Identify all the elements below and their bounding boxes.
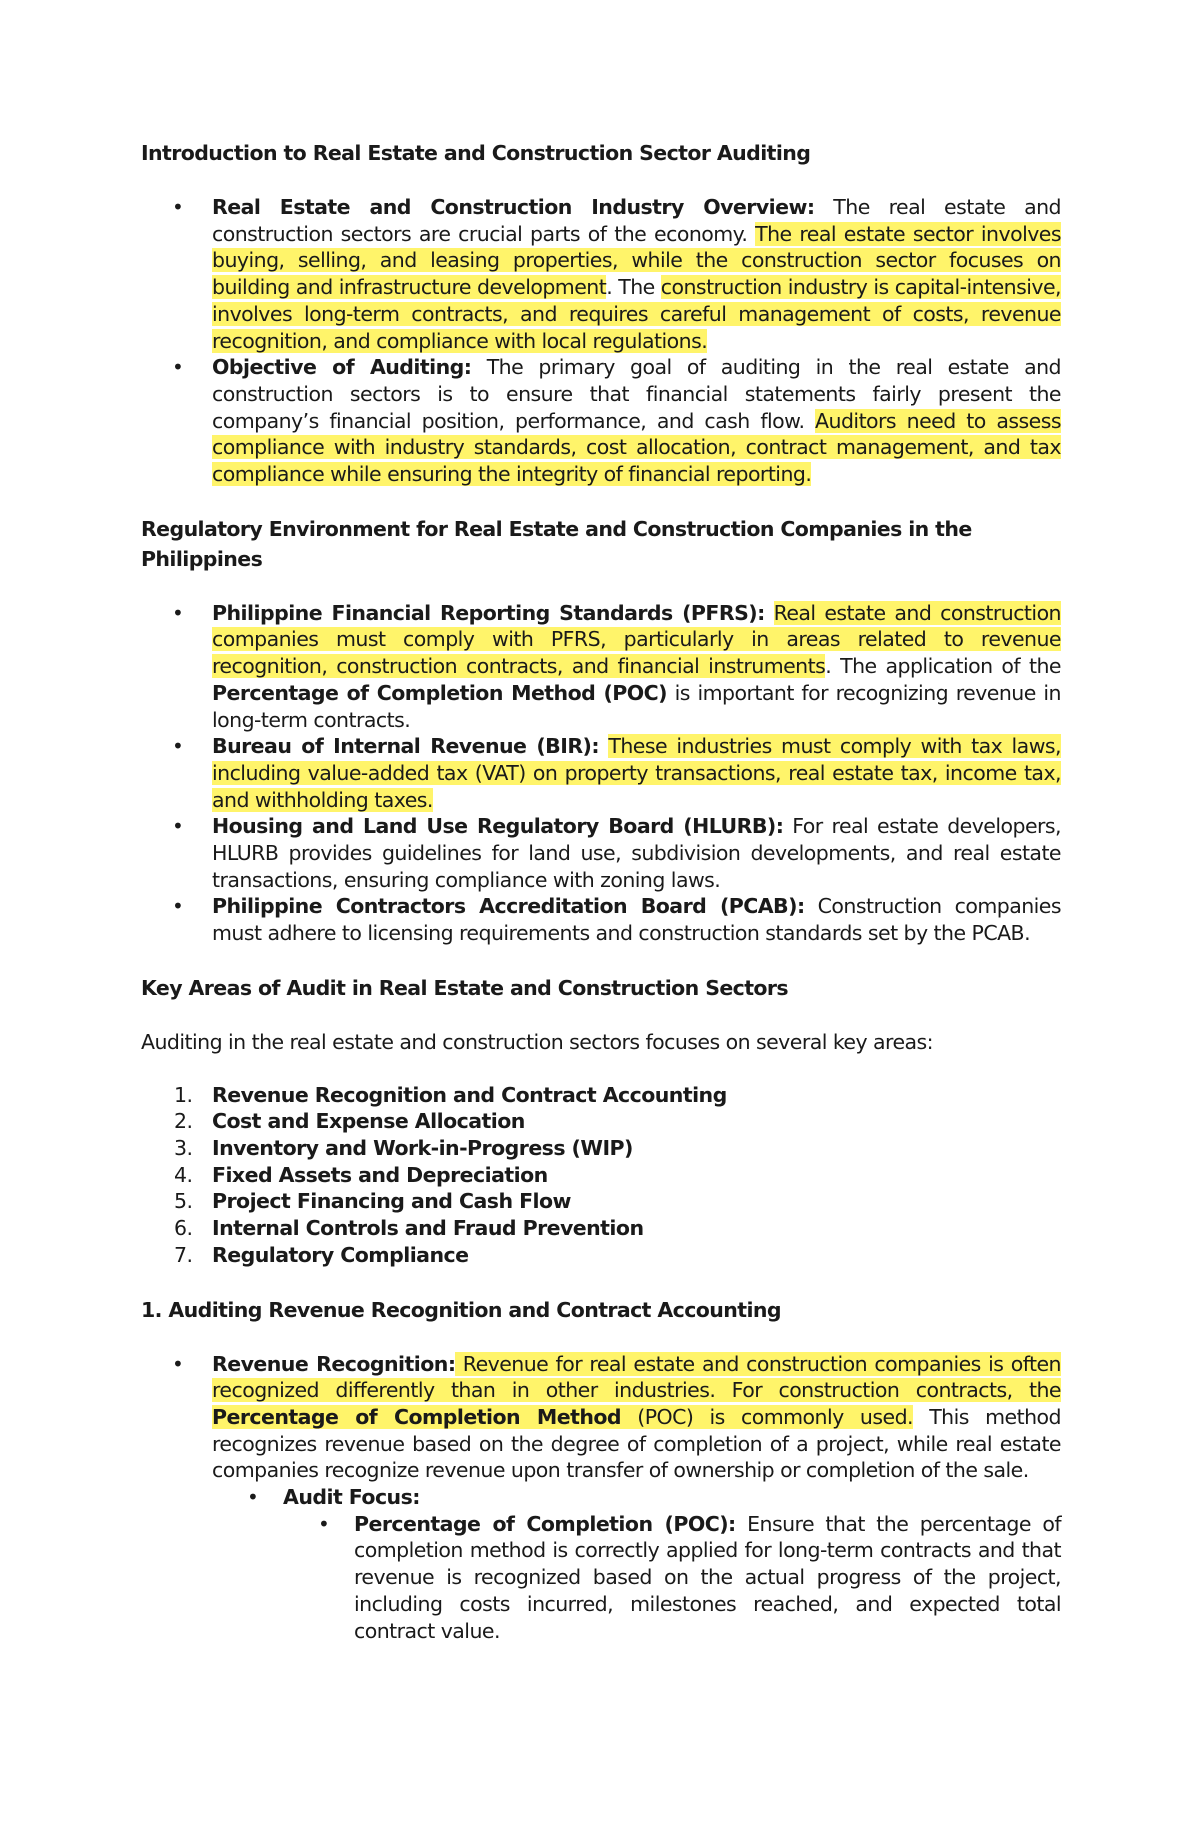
bullet-objective-of-auditing: • Objective of Auditing: The primary goal of auditing in the real estate and construction sectors is to ensure that financial statements fairly present the company’s financial position, performance, and cash flow. Auditors need to assess compliance with industry standards, cost allocation, contract management, and tax compliance while ensuring the integrity of financial reporting. — [141, 354, 1061, 488]
section-heading-intro: Introduction to Real Estate and Construction Sector Auditing — [141, 141, 811, 165]
revenue-bullet-list — [141, 1351, 1061, 1645]
poc-list — [283, 1511, 1061, 1645]
list-item: 7. Regulatory Compliance — [174, 1242, 469, 1267]
intro-bullet-list — [141, 194, 1061, 488]
list-item: 6. Internal Controls and Fraud Prevention — [174, 1216, 644, 1241]
list-item: 3. Inventory and Work-in-Progress (WIP) — [174, 1135, 633, 1160]
bullet-pfrs: • Philippine Financial Reporting Standards (PFRS): Real estate and construction companies must comply with PFRS, particularly in areas related to revenue recognition, construction contracts, and financial instruments. The application of the Percentage of Completion Method (POC) is important for recognizing revenue in long-term contracts. — [141, 600, 1061, 734]
key-areas-intro: Auditing in the real estate and construction sectors focuses on several key areas: — [141, 1029, 934, 1054]
bullet-poc: • Percentage of Completion (POC): Ensure that the percentage of completion method is correctly applied for long-term contracts and that revenue is recognized based on the actual progress of the project, including costs incurred, milestones reached, and expected total contract value. — [283, 1511, 1061, 1645]
section-heading-revenue-recognition: 1. Auditing Revenue Recognition and Contract Accounting — [141, 1297, 781, 1322]
section-heading-key-areas: Key Areas of Audit in Real Estate and Construction Sectors — [141, 975, 789, 1000]
list-item: 4. Fixed Assets and Depreciation — [174, 1162, 548, 1187]
bullet-industry-overview: • Real Estate and Construction Industry Overview: The real estate and construction sectors are crucial parts of the economy. The real estate sector involves buying, selling, and leasing properties, while the construction sector focuses on building and infrastructure development. The construction industry is capital-intensive, involves long-term contracts, and requires careful management of costs, revenue recognition, and compliance with local regulations. — [141, 194, 1061, 354]
regulatory-bullet-list — [141, 600, 1061, 947]
audit-focus-list — [212, 1484, 1061, 1644]
document-content — [141, 138, 1061, 1644]
bullet-bir: • Bureau of Internal Revenue (BIR): These industries must comply with tax laws, including value-added tax (VAT) on property transactions, real estate tax, income tax, and withholding taxes. — [141, 733, 1061, 813]
audit-focus-item: • Audit Focus: • Percentage of Completion (POC): Ensure that the percentage of completion method is correctly applied for long-term contracts and that revenue is recognized based on the actual progress of the project, including costs incurred, milestones reached, and expected total contract value. — [212, 1484, 1061, 1644]
key-areas-numbered-list — [141, 1082, 1061, 1269]
bullet-hlurb: • Housing and Land Use Regulatory Board (HLURB): For real estate developers, HLURB provides guidelines for land use, subdivision developments, and real estate transactions, ensuring compliance with zoning laws. — [141, 813, 1061, 893]
list-item: 2. Cost and Expense Allocation — [174, 1109, 525, 1134]
bullet-revenue-recognition: • Revenue Recognition: Revenue for real estate and construction companies is often recognized differently than in other industries. For construction contracts, the Percentage of Completion Method (POC) is commonly used. This method recognizes revenue based on the degree of completion of a project, while real estate companies recognize revenue upon transfer of ownership or completion of the sale. • Audit Focus: • Percentage of Completion (POC): Ensure that the percentage of completion method is correctly applied for long-term contracts and that revenue is recognized based on the actual progress of the project, including costs incurred, milestones reached, and expected total contract value. — [141, 1351, 1061, 1645]
bullet-pcab: • Philippine Contractors Accreditation Board (PCAB): Construction companies must adhere to licensing requirements and construction standards set by the PCAB. — [141, 893, 1061, 946]
section-heading-regulatory: Regulatory Environment for Real Estate and Construction Companies in the Philippines — [141, 516, 972, 571]
list-item: 1. Revenue Recognition and Contract Accounting — [174, 1082, 727, 1107]
list-item: 5. Project Financing and Cash Flow — [174, 1189, 571, 1214]
